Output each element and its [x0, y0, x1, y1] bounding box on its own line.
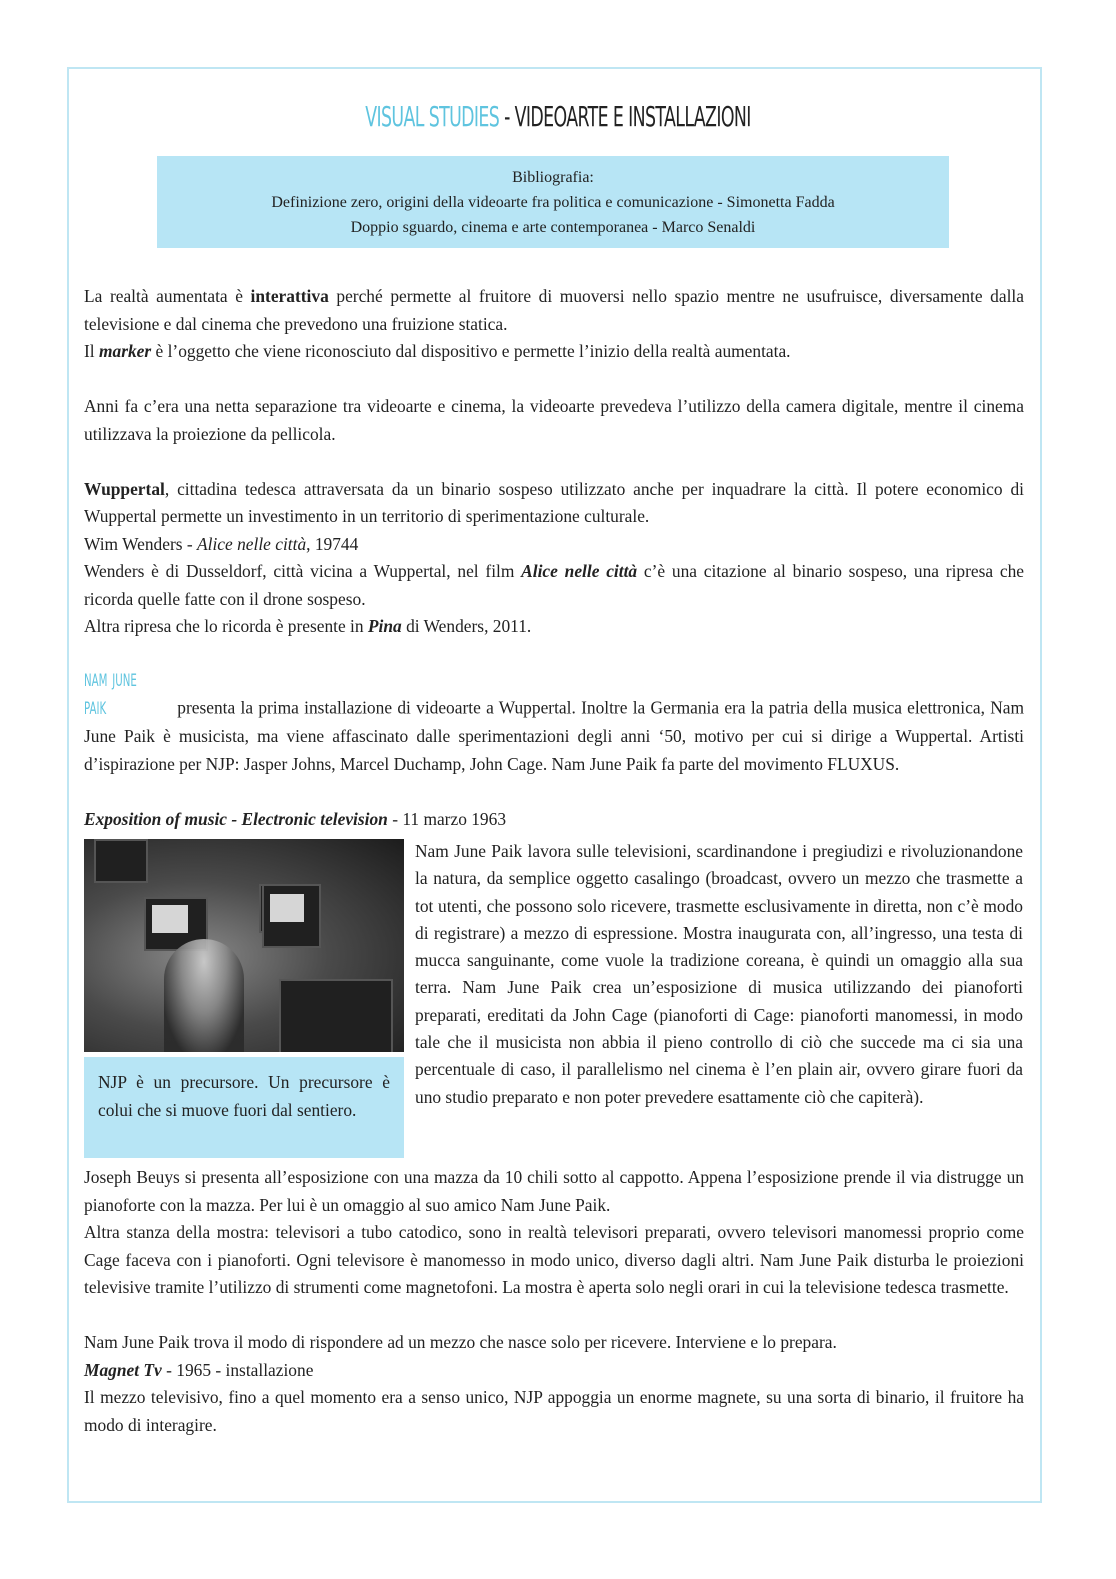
paragraph-pina — [84, 613, 1024, 641]
nam-june-paik-label: NAM JUNE PAIK — [84, 671, 137, 719]
paragraph-wuppertal — [84, 476, 1024, 531]
title-main: VIDEOARTE E INSTALLAZIONI — [514, 100, 751, 133]
p7-bold-italic: Pina — [367, 616, 402, 636]
bibliography-item: Doppio sguardo, cinema e arte contemporanea - Marco Senaldi — [350, 219, 756, 236]
p5-italic: Alice nelle città — [197, 533, 307, 554]
television-icon — [262, 884, 321, 948]
p7-text: Altra ripresa che lo ricorda è presente in — [84, 616, 368, 636]
p4-text: , cittadina tedesca attraversata da un binario sospeso utilizzato anche per inquadrare la città. Il potere economico di Wuppertal permette un investimento in un territorio di sperimentazione culturale. — [84, 478, 1024, 526]
paragraph-wenders-dusseldorf — [84, 558, 1024, 613]
p6-text: Wenders è di Dusseldorf, città vicina a Wuppertal, nel film — [84, 561, 522, 581]
paragraph-tv-room: Altra stanza della mostra: televisori a tubo catodico, sono in realtà televisori preparati, ovvero televisori manomessi proprio come Cage faceva con i pianoforti. Ogni televisore è manomesso in modo unico, diverso dagli altri. Nam June Paik disturba le proiezioni televisive tramite l’utilizzo di strumenti come magnetofoni. La mostra è aperta solo negli orari in cui la televisione tedesca trasmette. — [84, 1222, 1024, 1297]
exposition-date: - 11 marzo 1963 — [387, 808, 507, 829]
paragraph-wenders-film — [84, 531, 1024, 559]
magnet-tv-title: Magnet Tv — [84, 1359, 162, 1380]
page-title — [212, 100, 904, 133]
p8-text: presenta la prima installazione di videoarte a Wuppertal. Inoltre la Germania era la patria della musica elettronica, Nam June Paik è musicista, ma viene affascinato dalle sperimentazioni degli anni ‘50, motivo per cui si dirige a Wuppertal. Artisti d’ispirazione per NJP: Jasper Johns, Marcel Duchamp, John Cage. Nam June Paik fa parte del movimento FLUXUS. — [84, 697, 1024, 774]
paragraph-paik-televisions: Nam June Paik lavora sulle televisioni, scardinandone i pregiudizi e rivoluzionandone la natura, da semplice oggetto casalingo (broadcast, ovvero un mezzo che trasmette a tot utenti, che possono solo ricevere, trasmette esclusivamente in diretta, non c’è modo di registrare) a mezzo di espressione. Mostra inaugurata con, all’ingresso, una testa di mucca sanguinante, come vuole la tradizione coreana, è quindi un omaggio alla sua terra. Nam June Paik crea un’esposizione di musica utilizzando dei pianoforti preparati, ereditati da John Cage (pianoforti di Cage: pianoforti manomessi, in modo tale che il musicista non abbia il pieno controllo di ciò che succede ma ci sia una percentuale di caso, il parallelismo nel cinema è l’en plain air, ovvero girare fuori da uno studio preparato e non poter prevedere esattamente ciò che capiterà). — [415, 841, 1023, 1107]
bibliography-box — [157, 156, 949, 248]
paragraph-nam-june-paik — [84, 668, 1024, 778]
television-icon — [94, 839, 148, 883]
p5-text: Wim Wenders - — [84, 533, 198, 554]
paragraph-videoart-vs-cinema: Anni fa c’era una netta separazione tra videoarte e cinema, la videoarte prevedeva l’utilizzo della camera digitale, mentre il cinema utilizzava la proiezione da pellicola. — [84, 396, 1024, 444]
magnet-tv-details: - 1965 - installazione — [161, 1359, 314, 1380]
p1-text-end: perché permette al fruitore di muoversi nello spazio mentre ne usufruisce, diversamente dalla televisione e dal cinema che prevedono una fruizione statica. — [84, 286, 1024, 334]
title-separator: - — [499, 100, 515, 133]
p1-bold: interattiva — [250, 286, 329, 306]
p1-text: La realtà aumentata è — [84, 286, 251, 306]
p2-text-end: è l’oggetto che viene riconosciuto dal dispositivo e permette l’inizio della realtà aumentata. — [151, 341, 791, 361]
paragraph-magnet-tv: Il mezzo televisivo, fino a quel momento era a senso unico, NJP appoggia un enorme magnete, su una sorta di binario, il fruitore ha modo di interagire. — [84, 1387, 1024, 1435]
exhibition-photo — [84, 839, 404, 1052]
paragraph-paik-response: Nam June Paik trova il modo di rispondere ad un mezzo che nasce solo per ricevere. Interviene e lo prepara. — [84, 1332, 837, 1352]
paragraph-marker — [84, 338, 1024, 366]
paragraph-magnet-tv-heading — [84, 1357, 1024, 1385]
television-icon — [279, 979, 393, 1052]
p5-text-end: , 19744 — [306, 533, 359, 554]
p7-text-end: di Wenders, 2011. — [401, 616, 532, 636]
title-accent: VISUAL STUDIES — [365, 100, 500, 133]
p4-bold: Wuppertal — [84, 478, 165, 499]
quote-box: NJP è un precursore. Un precursore è colui che si muove fuori dal sentiero. — [84, 1057, 404, 1158]
bibliography-item: Definizione zero, origini della videoarte fra politica e comunicazione - Simonetta Fadda — [271, 194, 835, 211]
p6-bold-italic: Alice nelle città — [521, 561, 638, 581]
exposition-title: Exposition of music - Electronic television — [84, 808, 388, 829]
paragraph-augmented-reality — [84, 283, 1024, 338]
paragraph-joseph-beuys: Joseph Beuys si presenta all’esposizione con una mazza da 10 chili sotto al cappotto. Appena l’esposizione prende il via distrugge un pianoforte con la mazza. Per lui è un omaggio al suo amico Nam June Paik. — [84, 1167, 1024, 1215]
text-block-intro — [84, 283, 1024, 833]
p6-text-end: c’è una citazione al binario sospeso, una ripresa che ricorda quelle fatte con il drone sospeso. — [84, 561, 1025, 609]
p2-text: Il — [84, 341, 99, 361]
bibliography-heading: Bibliografia: — [512, 169, 594, 186]
person-figure — [164, 939, 244, 1052]
p2-bold-italic: marker — [98, 341, 152, 361]
paragraph-exposition-heading — [84, 806, 1024, 834]
text-block-closing — [84, 1164, 1024, 1439]
